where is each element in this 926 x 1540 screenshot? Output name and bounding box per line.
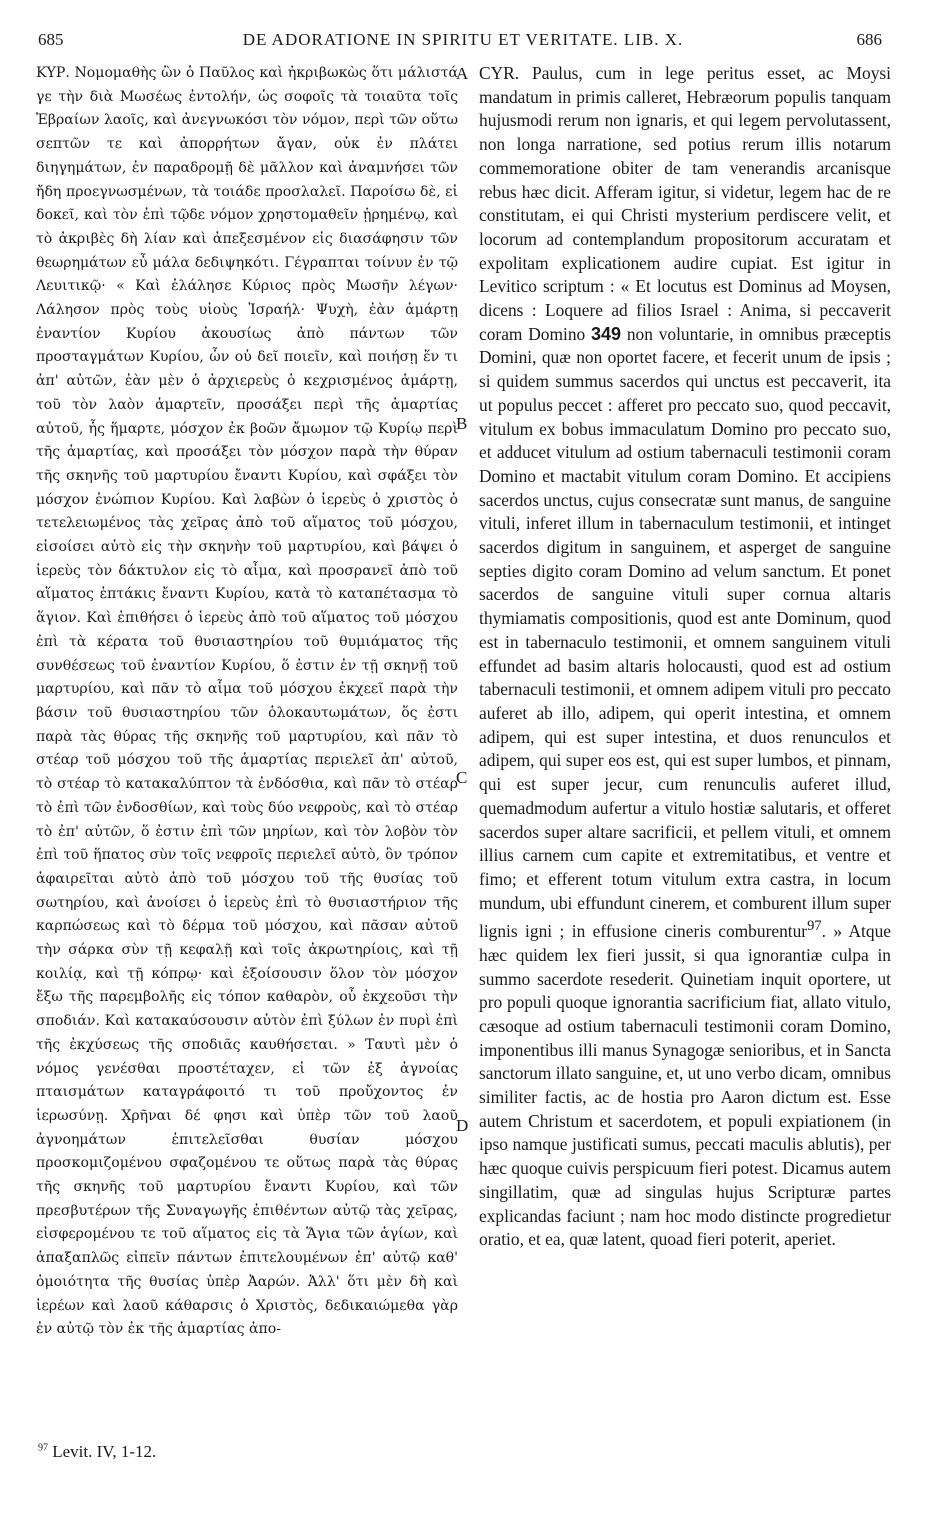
latin-column: [479, 62, 891, 1432]
footnote-reference: 97: [807, 918, 822, 935]
latin-paragraph: [479, 62, 891, 1252]
margin-letter-d: D: [456, 1116, 469, 1135]
footnote-number: 97: [38, 1442, 48, 1454]
column-number: 349: [591, 323, 622, 344]
page-number-left: 685: [38, 30, 64, 49]
greek-column: [36, 62, 458, 1432]
margin-letter-b: B: [456, 414, 468, 433]
margin-letter-c: C: [456, 768, 468, 787]
margin-letter-a: A: [456, 64, 469, 83]
greek-text: ΚΥΡ. Νομομαθὴς ὢν ὁ Παῦλος καὶ ἠκριβωκὼς ὅτι μάλιστά γε τὴν διὰ Μωσέως ἐντολήν, ὡς σοφοῖς τὰ τοιαῦτα τοῖς Ἑβραίων λαοῖς, καὶ ἀνεγνωκόσι τὸν νόμον, περὶ τῶν οὕτω σεπτῶν τε καὶ ἀπορρήτων ἄγαν, οὐκ ἐν πλάτει διηγημάτων, ἐν παραδρομῇ δὲ μᾶλλον καὶ ἀναμνήσει τῶν ἤδη προεγνωσμένων, τὰ τοιάδε προσλαλεῖ. Παροίσω δὲ, εἰ δοκεῖ, καὶ τὸν ἐπὶ τῷδε νόμον χρηστομαθεῖν ᾑρημένῳ, καὶ τὸ ἀκριβὲς δὴ λίαν καὶ ἀπεξεσμένον εἰς διασάφησιν τῶν θεωρημάτων εὖ μάλα δεδιψηκότι. Γέγραπται τοίνυν ἐν τῷ Λευιτικῷ· « Καὶ ἐλάλησε Κύριος πρὸς Μωσῆν λέγων· Λάλησον πρὸς τοὺς υἱοὺς Ἰσραήλ· Ψυχὴ, ἐὰν ἁμάρτῃ ἐναντίον Κυρίου ἀκουσίως ἀπὸ πάντων τῶν προσταγμάτων Κυρίου, ὧν οὐ δεῖ ποιεῖν, καὶ ποιήσῃ ἕν τι ἀπ' αὐτῶν, ἐὰν μὲν ὁ ἀρχιερεὺς ὁ κεχρισμένος ἁμάρτῃ, τοῦ τὸν λαὸν ἁμαρτεῖν, προσάξει περὶ τῆς ἁμαρτίας αὐτοῦ, ἧς ἥμαρτε, μόσχον ἐκ βοῶν ἄμωμον τῷ Κυρίῳ περὶ τῆς ἁμαρτίας, καὶ προσάξει τὸν μόσχον παρὰ τὴν θύραν τῆς σκηνῆς τοῦ μαρτυρίου ἔναντι Κυρίου, καὶ σφάξει τὸν μόσχον ἐνώπιον Κυρίου. Καὶ λαβὼν ὁ ἱερεὺς ὁ χριστὸς ὁ τετελειωμένος τὰς χεῖρας ἀπὸ τοῦ αἵματος τοῦ μόσχου, εἰσοίσει αὐτὸ εἰς τὴν σκηνὴν τοῦ μαρτυρίου, καὶ βάψει ὁ ἱερεὺς τὸν δάκτυλον εἰς τὸ αἷμα, καὶ προσρανεῖ ἀπὸ τοῦ αἵματος ἑπτάκις ἔναντι Κυρίου, κατὰ τὸ καταπέτασμα τὸ ἅγιον. Καὶ ἐπιθήσει ὁ ἱερεὺς ἀπὸ τοῦ αἵματος τοῦ μόσχου ἐπὶ τὰ κέρατα τοῦ θυσιαστηρίου τοῦ θυμιάματος τῆς συνθέσεως τοῦ ἐναντίον Κυρίου, ὅ ἐστιν ἐν τῇ σκηνῇ τοῦ μαρτυρίου, καὶ πᾶν τὸ αἷμα τοῦ μόσχου ἐκχεεῖ παρὰ τὴν βάσιν τοῦ θυσιαστηρίου τῶν ὁλοκαυτωμάτων, ὅς ἐστι παρὰ τὰς θύρας τῆς σκηνῆς τοῦ μαρτυρίου, καὶ πᾶν τὸ στέαρ τοῦ μόσχου τοῦ τῆς ἁμαρτίας περιελεῖ ἀπ' αὐτοῦ, τὸ στέαρ τὸ κατακαλύπτον τὰ ἐνδόσθια, καὶ πᾶν τὸ στέαρ τὸ ἐπὶ τῶν ἐνδοσθίων, καὶ τοὺς δύο νεφροὺς, καὶ τὸ στέαρ τὸ ἐπ' αὐτῶν, ὅ ἐστιν ἐπὶ τῶν μηρίων, καὶ τὸν λοβὸν τὸν ἐπὶ τοῦ ἥπατος σὺν τοῖς νεφροῖς περιελεῖ αὐτὸ, ὃν τρόπον ἀφαιρεῖται αὐτὸ ἀπὸ τοῦ μόσχου τοῦ τῆς θυσίας τοῦ σωτηρίου, καὶ ἀνοίσει ὁ ἱερεὺς ἐπὶ τὸ θυσιαστήριον τῆς καρπώσεως καὶ τὸ δέρμα τοῦ μόσχου, καὶ πᾶσαν αὐτοῦ τὴν σάρκα σὺν τῇ κεφαλῇ καὶ τοῖς ἀκρωτηρίοις, καὶ τῇ κοιλίᾳ, καὶ τῇ κόπρῳ· καὶ ἐξοίσουσιν ὅλον τὸν μόσχον ἔξω τῆς παρεμβολῆς εἰς τόπον καθαρὸν, οὗ ἐκχεοῦσι τὴν σποδιάν. Καὶ κατακαύσουσιν αὐτὸν ἐπὶ ξύλων ἐν πυρὶ ἐπὶ τῆς ἐκχύσεως τῆς σποδιᾶς καυθήσεται. » Ταυτὶ μὲν ὁ νόμος γενέσθαι προστέταχεν, εἰ τῶν ἐξ ἀγνοίας πταισμάτων καταγράφοιτό τι τοῦ προὔχοντος ἐν ἱερωσύνῃ. Χρῆναι δέ φησι καὶ ὑπὲρ τῶν τοῦ λαοῦ ἀγνοημάτων ἐπιτελεῖσθαι θυσίαν μόσχου προσκομιζομένου σφαζομένου τε οὕτως παρὰ τὰς θύρας τῆς σκηνῆς τοῦ μαρτυρίου ἔναντι Κυρίου, καὶ τῶν πρεσβυτέρων τῆς Συναγωγῆς ἐπιθέντων αὐτῷ τὰς χεῖρας, εἰσφερομένου τε τοῦ αἵματος εἰς τὰ Ἅγια τῶν ἁγίων, καὶ ἁπαξαπλῶς εἰπεῖν πάντων ἐπιτελουμένων ἐπ' αὐτῷ καθ' ὁμοιότητα τῆς θυσίας ὑπὲρ Ἀαρών. Ἀλλ' ὅτι μὲν δὴ καὶ ἱερέων καὶ λαοῦ κάθαρσις ὁ Χριστὸς, δεδικαιώμεθα γὰρ ἐν αὐτῷ τὸν ἐκ τῆς ἁμαρτίας ἀπο-: [36, 65, 458, 1338]
running-title: DE ADORATIONE IN SPIRITU ET VERITATE. LIB. X.: [242, 30, 684, 49]
latin-text-part-2: non voluntarie, in omnibus præceptis Domini, quæ non oportet facere, et fecerit unum de ipsis ; si quidem summus sacerdos qui unctus est peccaverit, ita ut populus peccet : afferet pro peccato suo, quod peccavit, vitulum ex bobus immaculatum Domino pro peccato suo, et adducet vitulum ad ostium tabernaculi testimonii coram Domino et mactabit vitulum coram Domino. Et accipiens sacerdos unctus, cujus consecratæ sunt manus, de sanguine vituli, inferet illum in tabernaculum testimonii, et intinget sacerdos digitum in sanguinem, et asperget de sanguine septies digito coram Domino ad velum sanctum. Et ponet sacerdos de sanguine vituli super cornua altaris thymiamatis compositionis, quod est ante Dominum, quod est in tabernaculo testimonii, et omnem sanguinem vituli effundet ad basim altaris holocausti, quod est ad ostium tabernaculi testimonii, et omnem adipem vituli pro peccato auferet ab illo, adipem, qui operit intestina, et omnem adipem, qui est super intestina, et duos renunculos et adipem, qui super eos est, qui est super lumbos, et pinnam, qui est super jecur, cum renunculis auferet illud, quemadmodum aufertur a vitulo hostiæ salutaris, et offeret sacerdos super altare sacrificii, et pellem vituli, et omnem illius carnem cum capite et extremitatibus, et ventre et fimo; et efferent totum vitulum extra castra, in locum mundum, ubi effundunt cinerem, et comburent illum super lignis igni ; in effusione cineris comburentur: [479, 323, 891, 942]
margin-markers: [456, 62, 472, 1432]
footnote: [38, 1442, 156, 1462]
latin-text-part-1: CYR. Paulus, cum in lege peritus esset, ac Moysi mandatum in primis calleret, Hebræorum populis tanquam hujusmodi rerum non ignaris, et qui legem pervolutassent, non longa narratione, sed potius rerum illis notarum commemoratione obiter de tam venerandis arcanisque rebus hæc dicit. Afferam igitur, si videtur, legem hac de re constitutam, ei qui Christi mysterium perdiscere velit, et locorum ad contemplandum propositorum accuratam et expolitam explicationem audire cupiat. Est igitur in Levitico scriptum : « Et locutus est Dominus ad Moysen, dicens : Loquere ad filios Israel : Anima, si peccaverit coram Domino: [479, 63, 891, 344]
page-number-right: 686: [856, 30, 882, 49]
running-header: [0, 30, 926, 60]
footnote-text: Levit. IV, 1-12.: [52, 1442, 157, 1461]
latin-text-part-3: . » Atque hæc quidem lex fieri jussit, si qua ignorantiæ culpa in summo sacerdote resederit. Quinetiam inquit oportere, ut pro populi quoque ignorantia sacrificium fiat, allato vitulo, cæsoque ad ostium tabernaculi testimonii coram Domino, imponentibus illi manus Synagogæ senioribus, et in Sancta sanctorum illato sanguine, et, ut uno verbo dicam, omnibus similiter factis, ac de hostia pro Aaron dictum est. Esse autem Christum et sacerdotem, et populi expiationem (in ipso namque justificati sumus, peccati maculis ablutis), per hæc quoque cuivis perspicuum fieri potest. Dicamus autem singillatim, quæ ad singulas hujus Scripturæ partes explicandas faciunt ; nam hoc modo distincte progredietur oratio, et ea, quæ latent, quoad fieri poterit, aperiet.: [479, 921, 891, 1250]
